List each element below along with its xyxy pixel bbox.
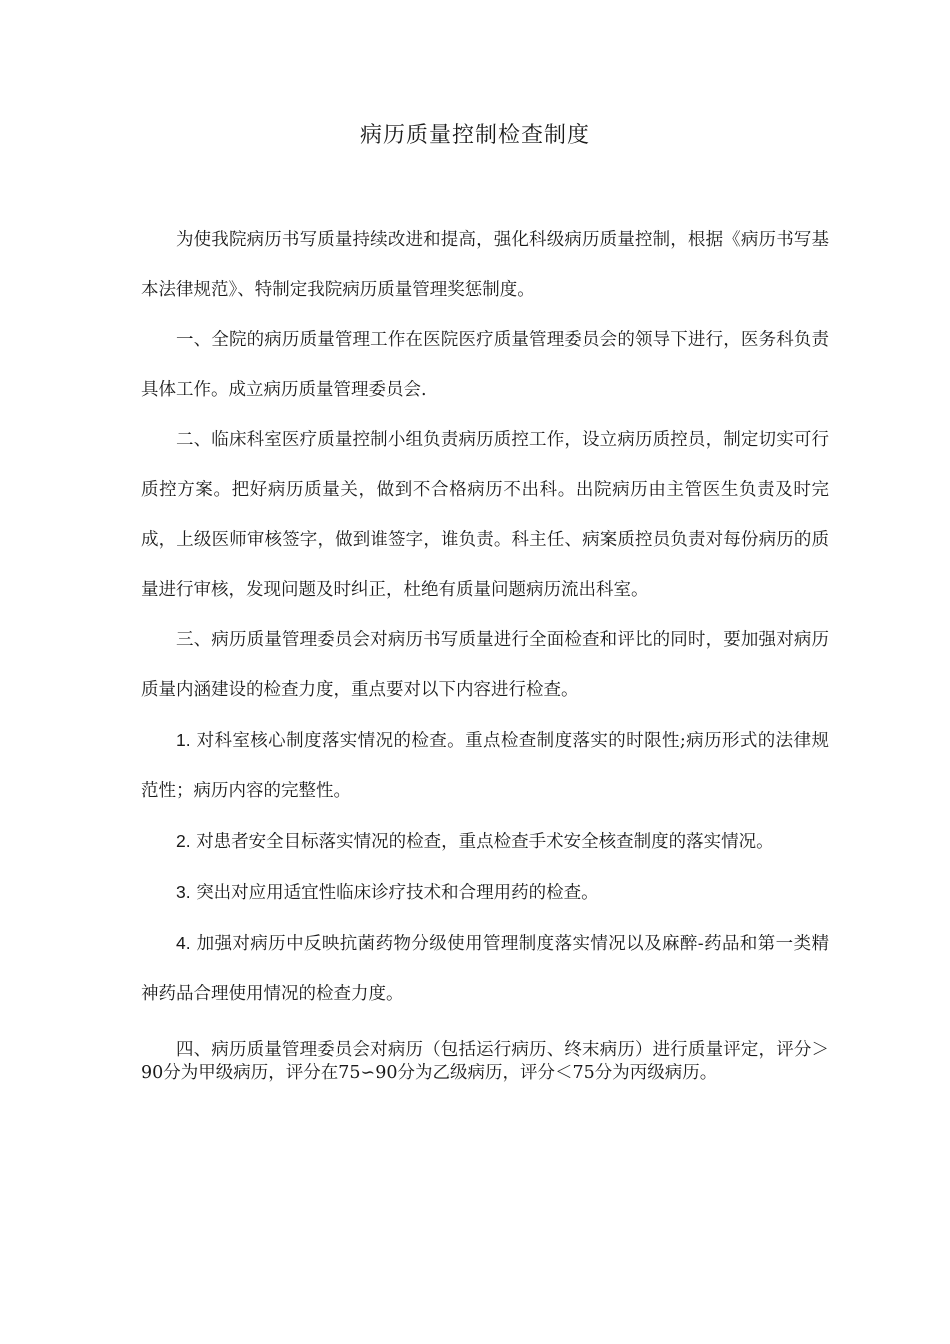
list-item	[141, 816, 829, 867]
section-three-paragraph: 三、病历质量管理委员会对病历书写质量进行全面检查和评比的同时，要加强对病历质量内涵建设的检查力度，重点要对以下内容进行检查。	[141, 630, 829, 700]
list-item-number: 4.	[176, 933, 191, 953]
list-item-number: 2.	[176, 831, 191, 851]
list-item	[141, 918, 829, 1019]
list-item-number: 1.	[176, 730, 191, 750]
list-item	[141, 715, 829, 816]
section-one-paragraph: 一、全院的病历质量管理工作在医院医疗质量管理委员会的领导下进行，医务科负责具体工作。成立病历质量管理委员会.	[141, 330, 829, 400]
document-body	[141, 215, 829, 1085]
section-four-paragraph: 四、病历质量管理委员会对病历（包括运行病历、终末病历）进行质量评定，评分＞90分为甲级病历，评分在75∽90分为乙级病历，评分＜75分为丙级病历。	[141, 1040, 829, 1083]
list-item-number: 3.	[176, 882, 191, 902]
section-two-paragraph: 二、临床科室医疗质量控制小组负责病历质控工作，设立病历质控员，制定切实可行质控方案。把好病历质量关，做到不合格病历不出科。出院病历由主管医生负责及时完成，上级医师审核签字，做到谁签字，谁负责。科主任、病案质控员负责对每份病历的质量进行审核，发现问题及时纠正，杜绝有质量问题病历流出科室。	[141, 430, 829, 600]
list-item-text: 对科室核心制度落实情况的检查。重点检查制度落实的时限性;病历形式的法律规范性；病历内容的完整性。	[141, 731, 829, 801]
list-item-text: 加强对病历中反映抗菌药物分级使用管理制度落实情况以及麻醉-药品和第一类精神药品合理使用情况的检查力度。	[141, 934, 829, 1004]
list-item	[141, 867, 829, 918]
intro-paragraph: 为使我院病历书写质量持续改进和提高，强化科级病历质量控制，根据《病历书写基本法律规范》、特制定我院病历质量管理奖惩制度。	[141, 230, 829, 300]
list-item-text: 突出对应用适宜性临床诊疗技术和合理用药的检查。	[196, 883, 599, 903]
list-item-text: 对患者安全目标落实情况的检查，重点检查手术安全核查制度的落实情况。	[196, 832, 774, 852]
document-title: 病历质量控制检查制度	[359, 123, 590, 148]
